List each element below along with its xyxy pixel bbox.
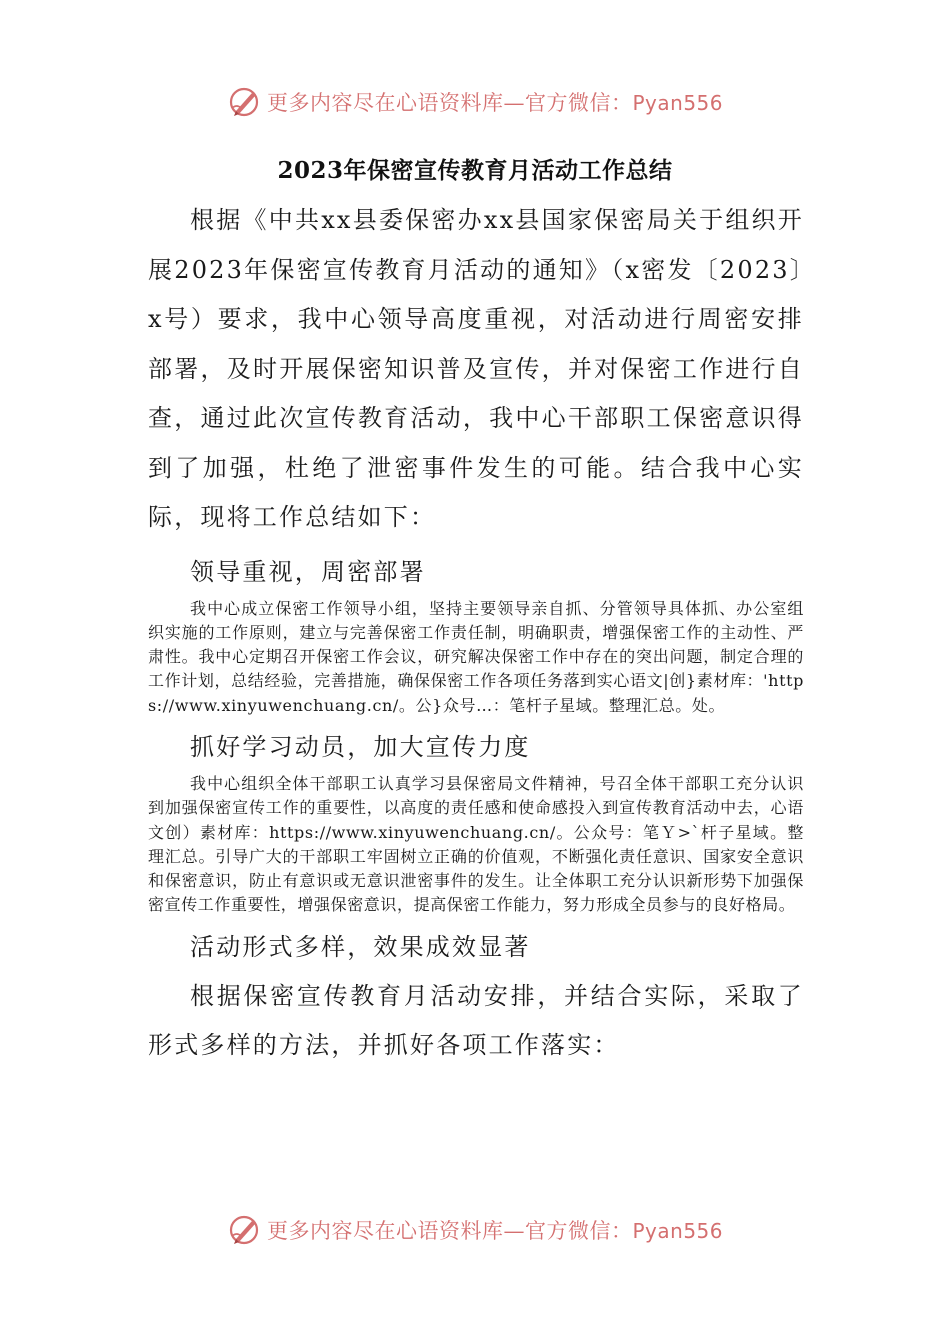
intro-paragraph: 根据《中共xx县委保密办xx县国家保密局关于组织开展2023年保密宣传教育月活动的通知》（x密发〔2023〕x号）要求，我中心领导高度重视，对活动进行周密安排部署，及时开展保密知识普及宣传，并对保密工作进行自查，通过此次宣传教育活动，我中心干部职工保密意识得到了加强，杜绝了泄密事件发生的可能。结合我中心实际，现将工作总结如下： <box>148 206 804 531</box>
banner-text-cn: 更多内容尽在心语资料库—官方微信： <box>266 91 633 115</box>
section-heading-study: 抓好学习动员，加大宣传力度 <box>190 732 531 761</box>
banner-text <box>267 87 723 117</box>
document-body <box>148 196 804 1071</box>
banner-text <box>267 1215 723 1245</box>
document-title: 2023年保密宣传教育月活动工作总结 <box>277 157 673 184</box>
banner-text-cn: 更多内容尽在心语资料库—官方微信： <box>266 1219 633 1243</box>
banner-wechat-id: Pyan556 <box>632 1219 723 1243</box>
header-banner <box>0 80 950 124</box>
pen-logo-icon <box>227 84 263 120</box>
banner-wechat-id: Pyan556 <box>632 91 723 115</box>
footer-banner <box>0 1208 950 1252</box>
section-heading-activities: 活动形式多样，效果成效显著 <box>190 932 531 961</box>
section-heading-leadership: 领导重视，周密部署 <box>190 557 426 586</box>
section-body-leadership: 我中心成立保密工作领导小组，坚持主要领导亲自抓、分管领导具体抓、办公室组织实施的工作原则，建立与完善保密工作责任制，明确职责，增强保密工作的主动性、严肃性。我中心定期召开保密工作会议，研究解决保密工作中存在的突出问题，制定合理的工作计划，总结经验，完善措施，确保保密工作各项任务落到实心语文|创}素材库：'https://www.xinyuwenchuang.cn/。公}众号…：笔杆子星域。整理汇总。处。 <box>148 598 804 715</box>
pen-logo-icon <box>227 1212 263 1248</box>
section-body-activities: 根据保密宣传教育月活动安排，并结合实际，采取了形式多样的方法，并抓好各项工作落实： <box>148 981 804 1060</box>
section-body-study: 我中心组织全体干部职工认真学习县保密局文件精神，号召全体干部职工充分认识到加强保密宣传工作的重要性，以高度的责任感和使命感投入到宣传教育活动中去，心语文创）素材库：https://www.xinyuwenchuang.cn/。公众号：笔Ｙ>`杆子星域。整理汇总。引导广大的干部职工牢固树立正确的价值观，不断强化责任意识、国家安全意识和保密意识，防止有意识或无意识泄密事件的发生。让全体职工充分认识新形势下加强保密宣传工作重要性，增强保密意识，提高保密工作能力，努力形成全员参与的良好格局。 <box>148 773 804 915</box>
